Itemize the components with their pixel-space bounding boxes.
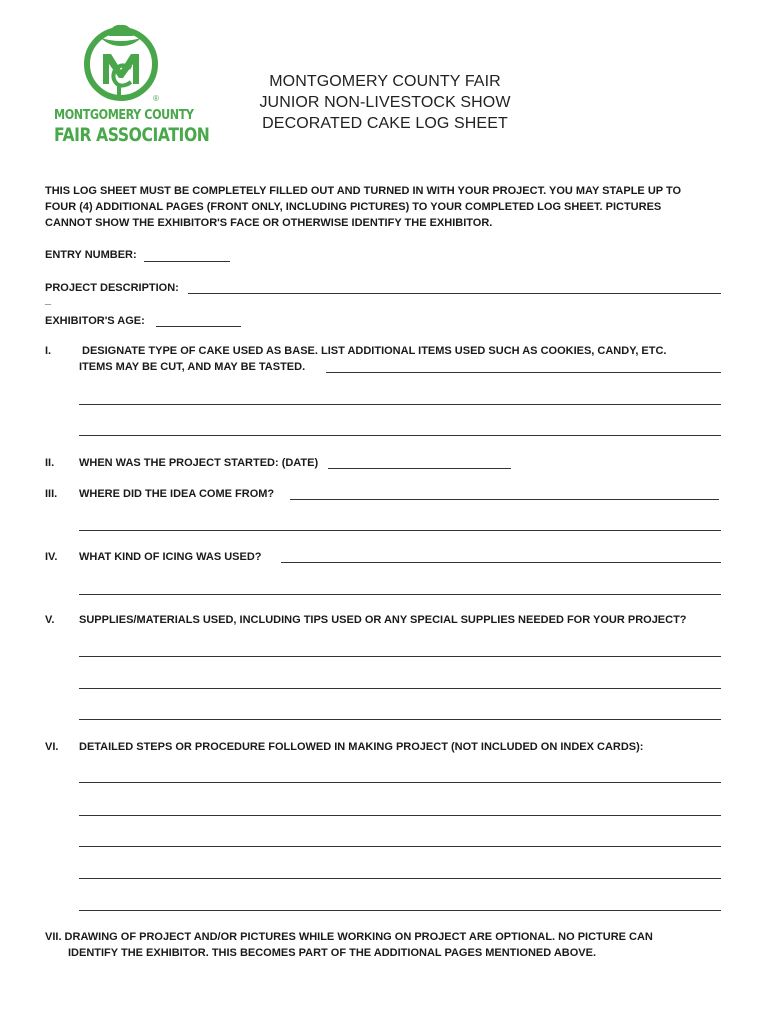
document-title	[210, 71, 560, 134]
logo-text-line2: FAIR ASSOCIATION	[54, 124, 210, 146]
section-6-label: DETAILED STEPS OR PROCEDURE FOLLOWED IN MAKING PROJECT (NOT INCLUDED ON INDEX CARDS):	[79, 741, 644, 753]
section-5-answer-line-1[interactable]	[79, 656, 721, 657]
section-3-number: III.	[45, 488, 58, 500]
section-2-number: II.	[45, 457, 55, 469]
section-7-line1: VII. DRAWING OF PROJECT AND/OR PICTURES WHILE WORKING ON PROJECT ARE OPTIONAL. NO PICTURE CAN	[45, 931, 653, 943]
project-description-field[interactable]	[188, 293, 721, 294]
project-description-label: PROJECT DESCRIPTION:	[45, 282, 179, 294]
section-4-answer-line-2[interactable]	[79, 594, 721, 595]
intro-line3: CANNOT SHOW THE EXHIBITOR'S FACE OR OTHERWISE IDENTIFY THE EXHIBITOR.	[45, 217, 493, 229]
title-line2: JUNIOR NON-LIVESTOCK SHOW	[259, 94, 511, 111]
title-line3: DECORATED CAKE LOG SHEET	[262, 115, 508, 132]
section-1-answer-line-3[interactable]	[79, 435, 721, 436]
section-3-label: WHERE DID THE IDEA COME FROM?	[79, 488, 275, 500]
section-6-answer-line-5[interactable]	[79, 910, 721, 911]
section-6-answer-line-4[interactable]	[79, 878, 721, 879]
fair-association-logo	[50, 22, 210, 150]
intro-line2: FOUR (4) ADDITIONAL PAGES (FRONT ONLY, INCLUDING PICTURES) TO YOUR COMPLETED LOG SHEET. PICTURES	[45, 201, 662, 213]
section-1-line2: ITEMS MAY BE CUT, AND MAY BE TASTED.	[79, 361, 306, 373]
entry-number-field[interactable]	[144, 261, 230, 262]
section-1-number: I.	[45, 345, 52, 357]
section-4-answer-line-1[interactable]	[281, 562, 721, 563]
section-5-answer-line-3[interactable]	[79, 719, 721, 720]
section-3-answer-line-1[interactable]	[290, 499, 719, 500]
exhibitor-age-label: EXHIBITOR'S AGE:	[45, 315, 145, 327]
section-5-label: SUPPLIES/MATERIALS USED, INCLUDING TIPS USED OR ANY SPECIAL SUPPLIES NEEDED FOR YOUR PROJECT?	[79, 614, 687, 626]
section-5-answer-line-2[interactable]	[79, 688, 721, 689]
intro-line1: THIS LOG SHEET MUST BE COMPLETELY FILLED OUT AND TURNED IN WITH YOUR PROJECT. YOU MAY STAPLE UP TO	[45, 185, 682, 197]
section-4-label: WHAT KIND OF ICING WAS USED?	[79, 551, 262, 563]
entry-number-label: ENTRY NUMBER:	[45, 249, 137, 261]
section-2-label: WHEN WAS THE PROJECT STARTED: (DATE)	[79, 457, 319, 469]
section-7-line2: IDENTIFY THE EXHIBITOR. THIS BECOMES PART OF THE ADDITIONAL PAGES MENTIONED ABOVE.	[68, 947, 597, 959]
title-line1: MONTGOMERY COUNTY FAIR	[269, 73, 501, 90]
section-6-answer-line-1[interactable]	[79, 782, 721, 783]
section-1-answer-line-1[interactable]	[326, 372, 721, 373]
section-6-answer-line-2[interactable]	[79, 815, 721, 816]
intro-paragraph	[45, 183, 681, 231]
mcf-emblem-icon	[81, 22, 161, 108]
section-3-answer-line-2[interactable]	[79, 530, 721, 531]
registered-mark: ®	[153, 94, 159, 103]
section-6-number: VI.	[45, 741, 59, 753]
logo-text-line1: MONTGOMERY COUNTY	[54, 108, 194, 123]
section-1-line1: DESIGNATE TYPE OF CAKE USED AS BASE. LIST ADDITIONAL ITEMS USED SUCH AS COOKIES, CANDY, ETC.	[82, 345, 667, 357]
project-start-date-field[interactable]	[328, 468, 511, 469]
section-1-answer-line-2[interactable]	[79, 404, 721, 405]
stray-underscore: _	[45, 294, 52, 306]
exhibitor-age-field[interactable]	[156, 326, 241, 327]
section-6-answer-line-3[interactable]	[79, 846, 721, 847]
section-5-number: V.	[45, 614, 55, 626]
section-4-number: IV.	[45, 551, 58, 563]
